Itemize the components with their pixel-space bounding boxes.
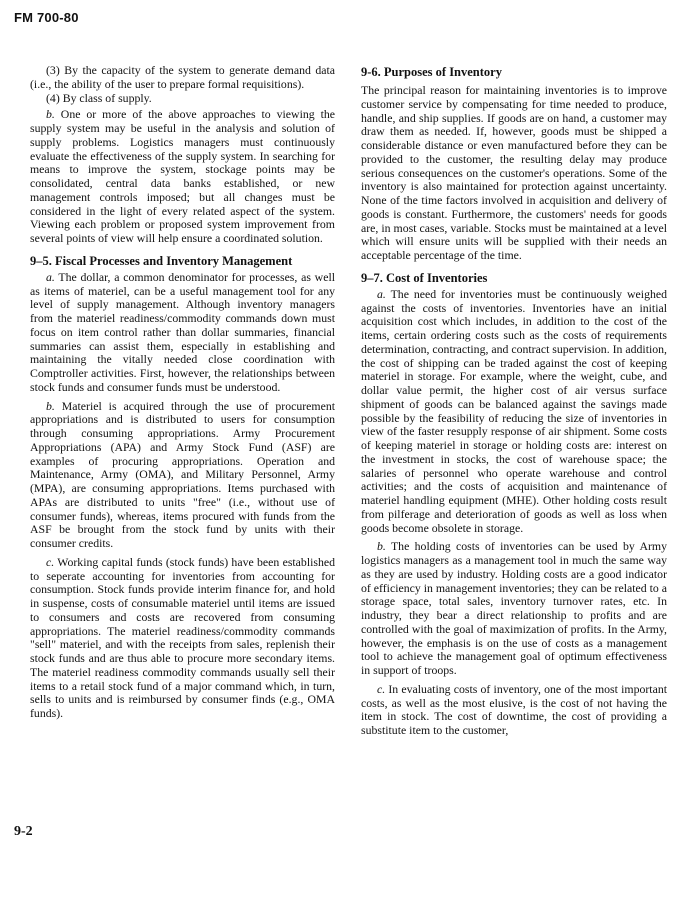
paragraph-4: (4) By class of supply. xyxy=(46,90,152,105)
section-9-7-a-text: The need for inventories must be continuously weighed against the costs of inventories. Inventories have an initial acquisition cost which includes, in addition to the cost of the items, certain ordering costs such as the costs of requirements determination, contracting, and contract supervision. In addition, the cost of shipping can be traded against the cost of keeping materiel in storage. For example, where the weight, cube, and dollar value permit, the higher cost of air versus surface shipment of goods can be balanced against the savings made possible by the feasibility of reducing the size of inventories in view of the faster resupply response of air shipment. Some costs of keeping materiel in storage or holding costs are: interest on the investment in stocks, the cost of warehouse space; the salaries of personnel who operate warehouse and control activities; and the costs of acquisition and maintenance of materiel handling equipment (MHE). Other holding costs result from pilferage and deterioration of goods as well as loss when goods become obsolete in storage. xyxy=(361,286,667,535)
section-9-5-b-label: b. xyxy=(46,398,55,413)
section-9-7-b-label: b. xyxy=(377,539,386,554)
section-9-5-paragraph-c xyxy=(30,556,335,721)
section-9-7-a-label: a. xyxy=(377,286,386,301)
section-9-7-b-text: The holding costs of inventories can be used by Army logistics managers as a management tool in much the same way as they are used by industry. Holding costs are a good indicator of efficiency in management inventories; they can be related to a storage space, total sales, inventory turnover rates, etc. In industry, they bear a direct relationship to profits and are controlled with the goal of maximization of profits. In the Army, however, the emphasis is on the use of costs as a management tool to achieve the management goal of optimum effectiveness in support of troops. xyxy=(361,539,667,677)
section-9-7-paragraph-b xyxy=(361,540,667,678)
section-9-7-c-label: c. xyxy=(377,681,386,696)
section-9-7-c-text: In evaluating costs of inventory, one of the most important costs, as well as the most elusive, is the cost of not having the item in stock. The cost of downtime, the cost of providing a substitute item to the customer, xyxy=(361,681,667,737)
section-9-5-c-label: c. xyxy=(46,554,55,569)
page-number: 9-2 xyxy=(14,824,33,839)
section-9-5-a-label: a. xyxy=(46,269,55,284)
section-9-7-title: 9–7. Cost of Inventories xyxy=(361,270,488,285)
paragraph-3: (3) By the capacity of the system to generate demand data (i.e., the ability of the user to prepare formal requisitions). xyxy=(30,63,335,91)
section-9-7-paragraph-a xyxy=(361,288,667,536)
section-9-5-b-text: Materiel is acquired through the use of procurement appropriations and is distributed to users for consumption through consuming appropriations. Army Procurement Appropriations (APA) and Army Stock Fund (ASF) are examples of procuring appropriations. Operation and Maintenance, Army (OMA), and Military Personnel, Army (MPA), are consuming appropriations. Items purchased with APAs are distributed to units "free" (i.e., without use of consumer funds), whereas, items procured with funds from the ASF be brought from the stock fund by units with their consumer credits. xyxy=(30,398,335,550)
section-9-5-title: 9–5. Fiscal Processes and Inventory Management xyxy=(30,253,293,268)
section-9-6-body: The principal reason for maintaining inventories is to improve customer service by compensating for time needed to produce, handle, and ship supplies. If goods are on hand, a customer may draw them as needed. If, however, goods must be shipped a considerable distance or even manufactured before they can be provided to the customer, the resulting delay may produce serious consequences on the customer's operations. Some of the inventory is also maintained for protection against uncertainty. None of the time factors involved in acquisition and delivery of goods is constant. Furthermore, the customers' needs for goods are, in most cases, variable. Stocks must be maintained at a level which will ensure units will be supplied with their needs an acceptable percentage of the time. xyxy=(361,83,667,262)
paragraph-b-text: One or more of the above approaches to viewing the supply system may be useful in the analysis and solution of supply problems. Logistics managers must continuously evaluate the effectiveness of the supply system. In searching for means to improve the system, stockage points may be consolidated, central data banks established, or new management controls imposed; but all changes must be considered in the light of every related aspect of the system. Viewing each problem or proposed system improvement from several points of view will help ensure a coordinated solution. xyxy=(30,107,335,245)
section-9-5-a-text: The dollar, a common denominator for processes, as well as items of materiel, can be a useful management tool for any level of supply management. Although inventory managers from the materiel readiness/commodity commands down must focus on item control rather than dollar summaries, financial summaries can assist them, especially in establishing and maintaining the vitally needed close coordination with Comptroller activities. First, however, the relationships between stock funds and consumer funds must be understood. xyxy=(30,269,335,394)
right-column xyxy=(361,65,667,738)
section-9-5-paragraph-a xyxy=(30,271,335,395)
left-column xyxy=(30,64,335,721)
section-9-5-paragraph-b xyxy=(30,400,335,551)
page-header: FM 700-80 xyxy=(14,10,79,25)
paragraph-b-label: b. xyxy=(46,107,55,122)
section-9-5-c-text: Working capital funds (stock funds) have been established to seperate accounting for inventories from accounting for consumption. Stock funds provide interim finance for, and hold in suspense, costs of consumable materiel until items are issued to consumers and costs are recovered from consuming appropriations. The materiel readiness/commodity commands "sell" materiel, and with the receipts from sales, replenish their stock funds and are thus able to procure more secondary items. The materiel readiness commodity commands usually sell their items to a retail stock fund of a major command which, in turn, sells to units and is reimbursed by consumer finds (e.g., OMA funds). xyxy=(30,554,335,720)
section-9-6-title: 9-6. Purposes of Inventory xyxy=(361,65,502,79)
section-9-7-paragraph-c xyxy=(361,683,667,738)
paragraph-b xyxy=(30,108,335,246)
